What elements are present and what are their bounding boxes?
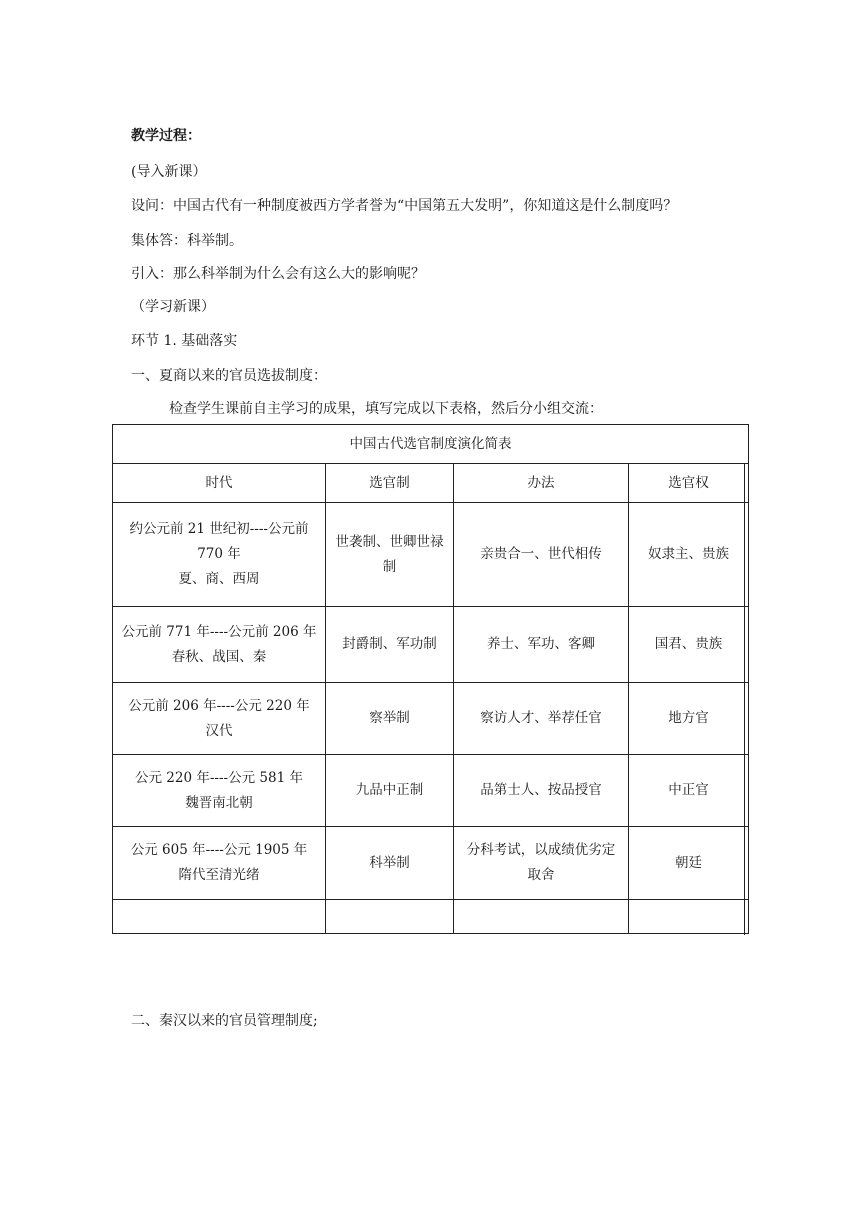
system-cell — [326, 755, 454, 827]
method-line: 分科考试，以成绩优劣定 — [466, 842, 616, 858]
era-line: 春秋、战国、秦 — [171, 648, 267, 665]
table-row — [113, 683, 749, 755]
era-line: 770 年 — [197, 546, 241, 562]
power-cell: 地方官 — [629, 683, 749, 755]
heading-teaching-process: 教学过程： — [131, 128, 201, 144]
table-title: 中国古代选官制度演化简表 — [113, 425, 749, 464]
system-line: 察举制 — [369, 710, 410, 726]
question-line: 设问：中国古代有一种制度被西方学者誉为“中国第五大发明”，你知道这是什么制度吗？ — [131, 198, 678, 214]
table-row — [113, 607, 749, 683]
table-row — [113, 503, 749, 607]
era-line: 夏、商、西周 — [178, 571, 260, 587]
era-line: 公元 220 年----公元 581 年 — [135, 769, 303, 786]
study-new-lesson-tag: （学习新课） — [131, 299, 215, 315]
method-line: 品第士人、按品授官 — [480, 782, 602, 798]
answer-line: 集体答：科举制。 — [131, 233, 243, 249]
era-cell — [113, 755, 326, 827]
empty-cell — [629, 900, 749, 934]
system-cell — [326, 827, 454, 900]
system-line: 九品中正制 — [355, 782, 424, 798]
header-method: 办法 — [454, 464, 629, 503]
table-inner-border-line — [744, 463, 745, 935]
system-line: 封爵制、军功制 — [342, 636, 437, 652]
header-era: 时代 — [113, 464, 326, 503]
era-line: 汉代 — [205, 722, 233, 739]
era-line: 约公元前 21 世纪初----公元前 — [129, 521, 309, 537]
era-cell — [113, 503, 326, 607]
official-selection-table — [112, 424, 749, 934]
empty-cell — [113, 900, 326, 934]
power-cell: 国君、贵族 — [629, 607, 749, 683]
method-line: 察访人才、举荐任官 — [480, 710, 602, 726]
step1-line: 环节 1. 基础落实 — [131, 333, 238, 349]
table-row — [113, 755, 749, 827]
method-cell — [454, 607, 629, 683]
system-cell — [326, 683, 454, 755]
system-cell — [326, 607, 454, 683]
era-line: 魏晋南北朝 — [185, 794, 253, 811]
system-cell — [326, 503, 454, 607]
method-line: 养士、军功、客卿 — [487, 636, 595, 652]
intro-new-lesson-tag: (导入新课） — [131, 164, 207, 180]
section1-heading: 一、夏商以来的官员选拔制度： — [131, 368, 327, 384]
era-line: 公元前 206 年----公元 220 年 — [128, 697, 310, 714]
power-cell: 朝廷 — [629, 827, 749, 900]
method-cell — [454, 683, 629, 755]
method-cell — [454, 755, 629, 827]
system-line: 制 — [382, 558, 397, 575]
era-line: 公元 605 年----公元 1905 年 — [130, 842, 308, 858]
section2-heading: 二、秦汉以来的官员管理制度; — [131, 1013, 318, 1029]
era-line: 隋代至清光绪 — [178, 867, 260, 883]
empty-cell — [454, 900, 629, 934]
header-system: 选官制 — [326, 464, 454, 503]
era-cell — [113, 607, 326, 683]
method-cell — [454, 827, 629, 900]
system-line: 世袭制、世卿世禄 — [335, 533, 444, 550]
instruction-line: 检查学生课前自主学习的成果，填写完成以下表格，然后分小组交流： — [169, 401, 603, 417]
lead-in-line: 引入：那么科举制为什么会有这么大的影响呢？ — [131, 266, 425, 282]
method-line: 取舍 — [527, 867, 555, 883]
era-line: 公元前 771 年----公元前 206 年 — [121, 623, 317, 640]
era-cell — [113, 683, 326, 755]
table-row — [113, 827, 749, 900]
empty-cell — [326, 900, 454, 934]
power-cell: 奴隶主、贵族 — [629, 503, 749, 607]
header-power: 选官权 — [629, 464, 749, 503]
method-cell — [454, 503, 629, 607]
system-line: 科举制 — [369, 854, 410, 871]
power-cell: 中正官 — [629, 755, 749, 827]
era-cell — [113, 827, 326, 900]
table-row-empty — [113, 900, 749, 934]
method-line: 亲贵合一、世代相传 — [480, 546, 602, 562]
